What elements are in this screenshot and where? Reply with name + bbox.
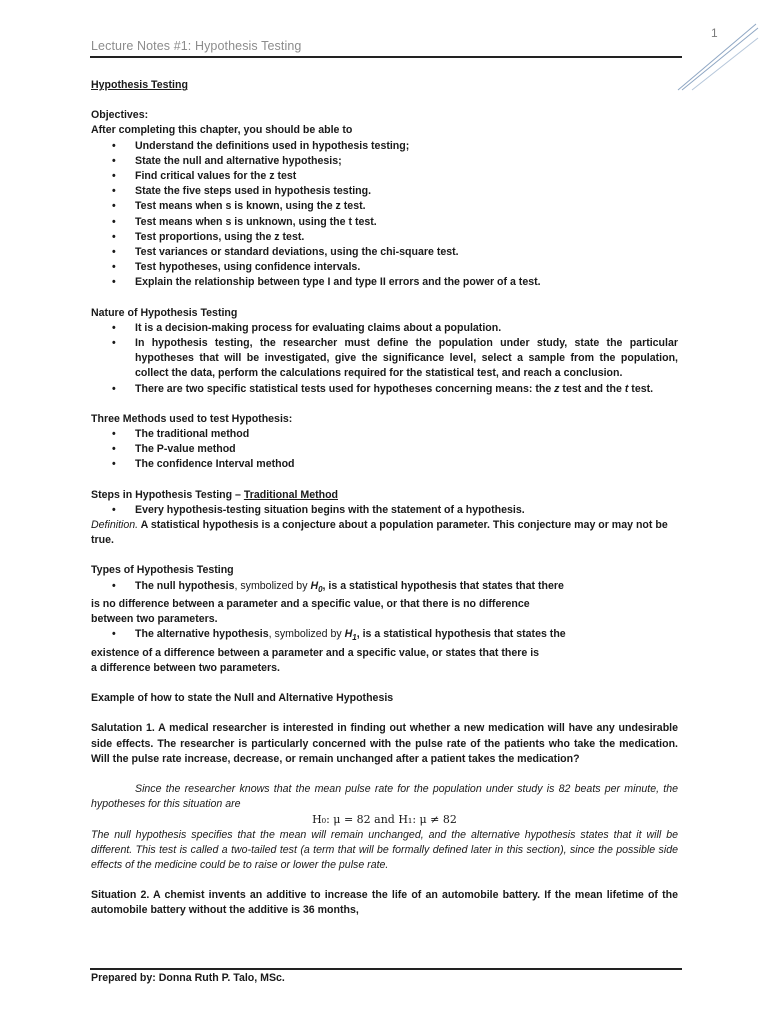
objectives-list [91, 139, 678, 291]
text: 0 [318, 584, 323, 594]
example-heading: Example of how to state the Null and Alternative Hypothesis [91, 692, 394, 705]
text: A medical researcher is interested in finding out whether a new medication will have any undesirable side effects. The researcher is particularly concerned with the pulse rate of the patients who take the medication. Will the pulse rate increase, decrease, or remain unchanged after a patient takes the medication? [91, 722, 678, 765]
list-item: • The confidence Interval method [91, 457, 678, 472]
list-item: • State the null and alternative hypothesis; [91, 154, 678, 169]
situation-1-paragraph [91, 721, 678, 767]
text: The alternative hypothesis [135, 628, 269, 641]
list-item: • Every hypothesis-testing situation begins with the statement of a hypothesis. [91, 503, 678, 518]
definition-label: Definition. [91, 519, 139, 532]
list-item: • The P-value method [91, 442, 678, 457]
text: test. [628, 382, 654, 395]
text: test and the [559, 382, 625, 395]
page-number: 1 [711, 26, 718, 40]
list-item: • Find critical values for the z test [91, 169, 678, 184]
list-item: • In hypothesis testing, the researcher must define the population under study, state the particular hypotheses that will be investigated, give the significance level, select a sample from the population, collect the data, perform the calculations required for the statistical test, and reach a conclusion. [91, 336, 678, 382]
alternative-hypothesis-line3: a difference between two parameters. [91, 661, 280, 674]
types-heading: Types of Hypothesis Testing [91, 564, 234, 577]
methods-list [91, 427, 678, 473]
list-item: • Test means when s is known, using the z test. [91, 199, 678, 214]
text: , is a statistical hypothesis that states the [356, 628, 566, 641]
situation-1-label: Salutation 1. [91, 722, 155, 735]
text: A chemist invents an additive to increase the life of an automobile battery. If the mean lifetime of the automobile battery without the additive is 36 months, [91, 889, 678, 917]
text: , is a statistical hypothesis that states that there [322, 579, 564, 592]
list-item: • It is a decision-making process for evaluating claims about a population. [91, 321, 678, 336]
text: 1 [352, 633, 357, 643]
header-title: Lecture Notes #1: Hypothesis Testing [91, 39, 302, 53]
situation-1-explanation: The null hypothesis specifies that the mean will remain unchanged, and the alternative hypothesis states that it will be different. This test is called a two-tailed test (a term that will be formally defined later in this section), since the possible side effects of the medicine could be to raise or lower the pulse rate. [91, 828, 678, 871]
list-item [91, 382, 678, 397]
text: z [554, 382, 560, 395]
list-item: • State the five steps used in hypothesis testing. [91, 184, 678, 199]
section-title: Hypothesis Testing [91, 79, 188, 91]
text: There are two specific statistical tests used for hypotheses concerning means: the [135, 382, 555, 395]
alternative-hypothesis-line2: existence of a difference between a parameter and a specific value, or states that there is [91, 646, 540, 659]
list-item: • Test variances or standard deviations, using the chi-square test. [91, 245, 678, 260]
traditional-method-label: Traditional Method [243, 488, 339, 501]
null-hypothesis-line2: is no difference between a parameter and a specific value, or that there is no difference [91, 598, 530, 610]
text: A statistical hypothesis is a conjecture about a population parameter. This conjecture may or may not be true. [91, 519, 668, 547]
list-item: • Test proportions, using the z test. [91, 230, 678, 245]
text: , symbolized by [268, 628, 345, 641]
situation-2-label: Situation 2. [91, 889, 150, 902]
text: t [624, 382, 629, 395]
null-hypothesis-item [91, 579, 678, 597]
document-body [91, 78, 678, 919]
text: H [344, 628, 353, 641]
corner-decoration-lines [670, 20, 760, 92]
list-item: • Test means when s is unknown, using the t test. [91, 215, 678, 230]
methods-heading: Three Methods used to test Hypothesis: [91, 412, 293, 425]
hypotheses-formula: H₀: μ = 82 and H₁: μ ≠ 82 [312, 813, 457, 827]
nature-list [91, 321, 678, 397]
text: Since the researcher knows that the mean pulse rate for the population under study is 82 beats per minute, the hypotheses for this situation are [91, 782, 678, 811]
footer-rule [90, 968, 682, 970]
header-rule [90, 56, 682, 58]
objectives-heading: Objectives: [91, 109, 149, 122]
objectives-intro: After completing this chapter, you should be able to [91, 124, 353, 137]
text: Steps in Hypothesis Testing – [91, 488, 244, 501]
list-item: • Test hypotheses, using confidence intervals. [91, 260, 678, 275]
alternative-hypothesis-item [91, 627, 678, 645]
steps-list [91, 503, 678, 518]
list-item: • The traditional method [91, 427, 678, 442]
null-hypothesis-line3: between two parameters. [91, 613, 218, 626]
text: H [310, 579, 319, 592]
text: , symbolized by [234, 579, 311, 592]
footer-author: Prepared by: Donna Ruth P. Talo, MSc. [91, 972, 285, 984]
situation-1-hypotheses-intro [91, 782, 678, 812]
list-item: • Understand the definitions used in hypothesis testing; [91, 139, 678, 154]
list-item: • Explain the relationship between type I and type II errors and the power of a test. [91, 275, 678, 290]
situation-2-paragraph [91, 888, 678, 918]
steps-heading [91, 488, 678, 503]
nature-heading: Nature of Hypothesis Testing [91, 306, 238, 319]
definition-paragraph [91, 518, 678, 548]
text: The null hypothesis [135, 579, 235, 592]
